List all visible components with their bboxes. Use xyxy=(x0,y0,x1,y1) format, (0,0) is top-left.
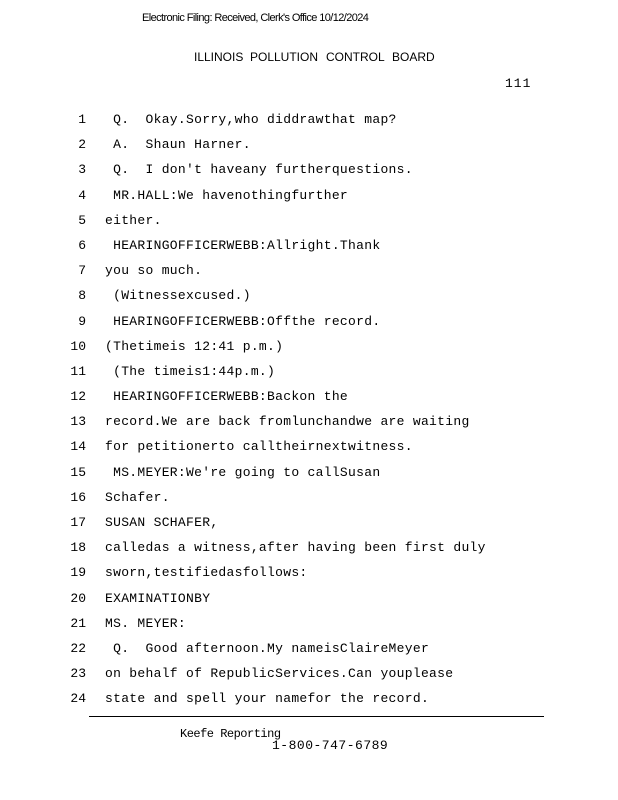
reporter-name: Keefe Reporting xyxy=(180,727,281,741)
transcript-line xyxy=(0,112,618,137)
line-text: HEARINGOFFICERWEBB:Allright.Thank xyxy=(105,237,381,253)
line-number: 11 xyxy=(70,363,86,379)
transcript-line xyxy=(0,439,618,464)
transcript-line xyxy=(0,364,618,389)
line-text: MR.HALL:We havenothingfurther xyxy=(105,187,349,203)
line-number: 20 xyxy=(70,590,86,606)
line-number: 9 xyxy=(78,313,86,329)
line-text: on behalf of RepublicServices.Can youplease xyxy=(105,666,454,682)
line-text: record.We are back fromlunchandwe are waiting xyxy=(105,414,470,430)
line-text: sworn,testifiedasfollows: xyxy=(105,565,308,581)
line-number: 15 xyxy=(70,464,86,480)
header-word-pollution: POLLUTION xyxy=(250,50,319,64)
transcript-line xyxy=(0,515,618,540)
line-number: 10 xyxy=(70,338,86,354)
line-text: (Thetimeis 12:41 p.m.) xyxy=(105,338,284,354)
transcript-line xyxy=(0,465,618,490)
transcript-body xyxy=(0,112,618,717)
line-number: 3 xyxy=(78,162,86,178)
line-number: 13 xyxy=(70,414,86,430)
page-number: 111 xyxy=(505,76,532,91)
line-text: calledas a witness,after having been first duly xyxy=(105,540,486,556)
line-number: 23 xyxy=(70,666,86,682)
transcript-line xyxy=(0,666,618,691)
reporter-phone: 1-800-747-6789 xyxy=(272,738,389,753)
transcript-line xyxy=(0,339,618,364)
transcript-line xyxy=(0,314,618,339)
line-number: 16 xyxy=(70,489,86,505)
transcript-line xyxy=(0,162,618,187)
transcript-line xyxy=(0,490,618,515)
line-number: 22 xyxy=(70,640,86,656)
line-text: you so much. xyxy=(105,263,203,279)
header-word-illinois: ILLINOIS xyxy=(194,50,244,64)
line-number: 18 xyxy=(70,540,86,556)
line-number: 2 xyxy=(78,137,86,153)
header-word-control: CONTROL xyxy=(326,50,385,64)
transcript-line xyxy=(0,565,618,590)
line-text: Q. I don't haveany furtherquestions. xyxy=(105,162,413,178)
line-text: EXAMINATIONBY xyxy=(105,590,211,606)
transcript-line xyxy=(0,414,618,439)
transcript-line xyxy=(0,389,618,414)
transcript-line xyxy=(0,691,618,716)
line-number: 8 xyxy=(78,288,86,304)
line-text: HEARINGOFFICERWEBB:Backon the xyxy=(105,389,349,405)
transcript-line xyxy=(0,616,618,641)
line-text: for petitionerto calltheirnextwitness. xyxy=(105,439,413,455)
line-number: 21 xyxy=(70,615,86,631)
transcript-line xyxy=(0,263,618,288)
line-text: Q. Good afternoon.My nameisClaireMeyer xyxy=(105,640,430,656)
transcript-line xyxy=(0,288,618,313)
footer-divider xyxy=(89,716,544,717)
line-number: 4 xyxy=(78,187,86,203)
transcript-line xyxy=(0,238,618,263)
transcript-line xyxy=(0,137,618,162)
line-text: SUSAN SCHAFER, xyxy=(105,515,219,530)
line-text: Schafer. xyxy=(105,489,170,505)
line-number: 14 xyxy=(70,439,86,455)
line-number: 12 xyxy=(70,389,86,405)
filing-stamp-text: Electronic Filing: Received, Clerk's Office 10/12/2024 xyxy=(142,12,369,24)
transcript-line xyxy=(0,188,618,213)
line-text: Q. Okay.Sorry,who diddrawthat map? xyxy=(105,112,397,127)
transcript-line xyxy=(0,213,618,238)
line-number: 24 xyxy=(70,691,86,707)
transcript-line xyxy=(0,591,618,616)
line-text: A. Shaun Harner. xyxy=(105,137,251,153)
electronic-filing-stamp xyxy=(142,12,368,24)
line-number: 5 xyxy=(78,212,86,228)
line-number: 1 xyxy=(78,112,86,127)
header-word-board: BOARD xyxy=(392,50,435,64)
line-number: 17 xyxy=(70,515,86,530)
line-number: 19 xyxy=(70,565,86,581)
line-text: HEARINGOFFICERWEBB:Offthe record. xyxy=(105,313,381,329)
line-text: MS. MEYER: xyxy=(105,615,187,631)
line-text: MS.MEYER:We're going to callSusan xyxy=(105,464,381,480)
transcript-line xyxy=(0,641,618,666)
line-text: (The timeis1:44p.m.) xyxy=(105,363,276,379)
line-text: state and spell your namefor the record. xyxy=(105,691,430,707)
line-number: 6 xyxy=(78,237,86,253)
transcript-line xyxy=(0,540,618,565)
line-text: either. xyxy=(105,212,162,228)
line-number: 7 xyxy=(78,263,86,279)
line-text: (Witnessexcused.) xyxy=(105,288,251,304)
